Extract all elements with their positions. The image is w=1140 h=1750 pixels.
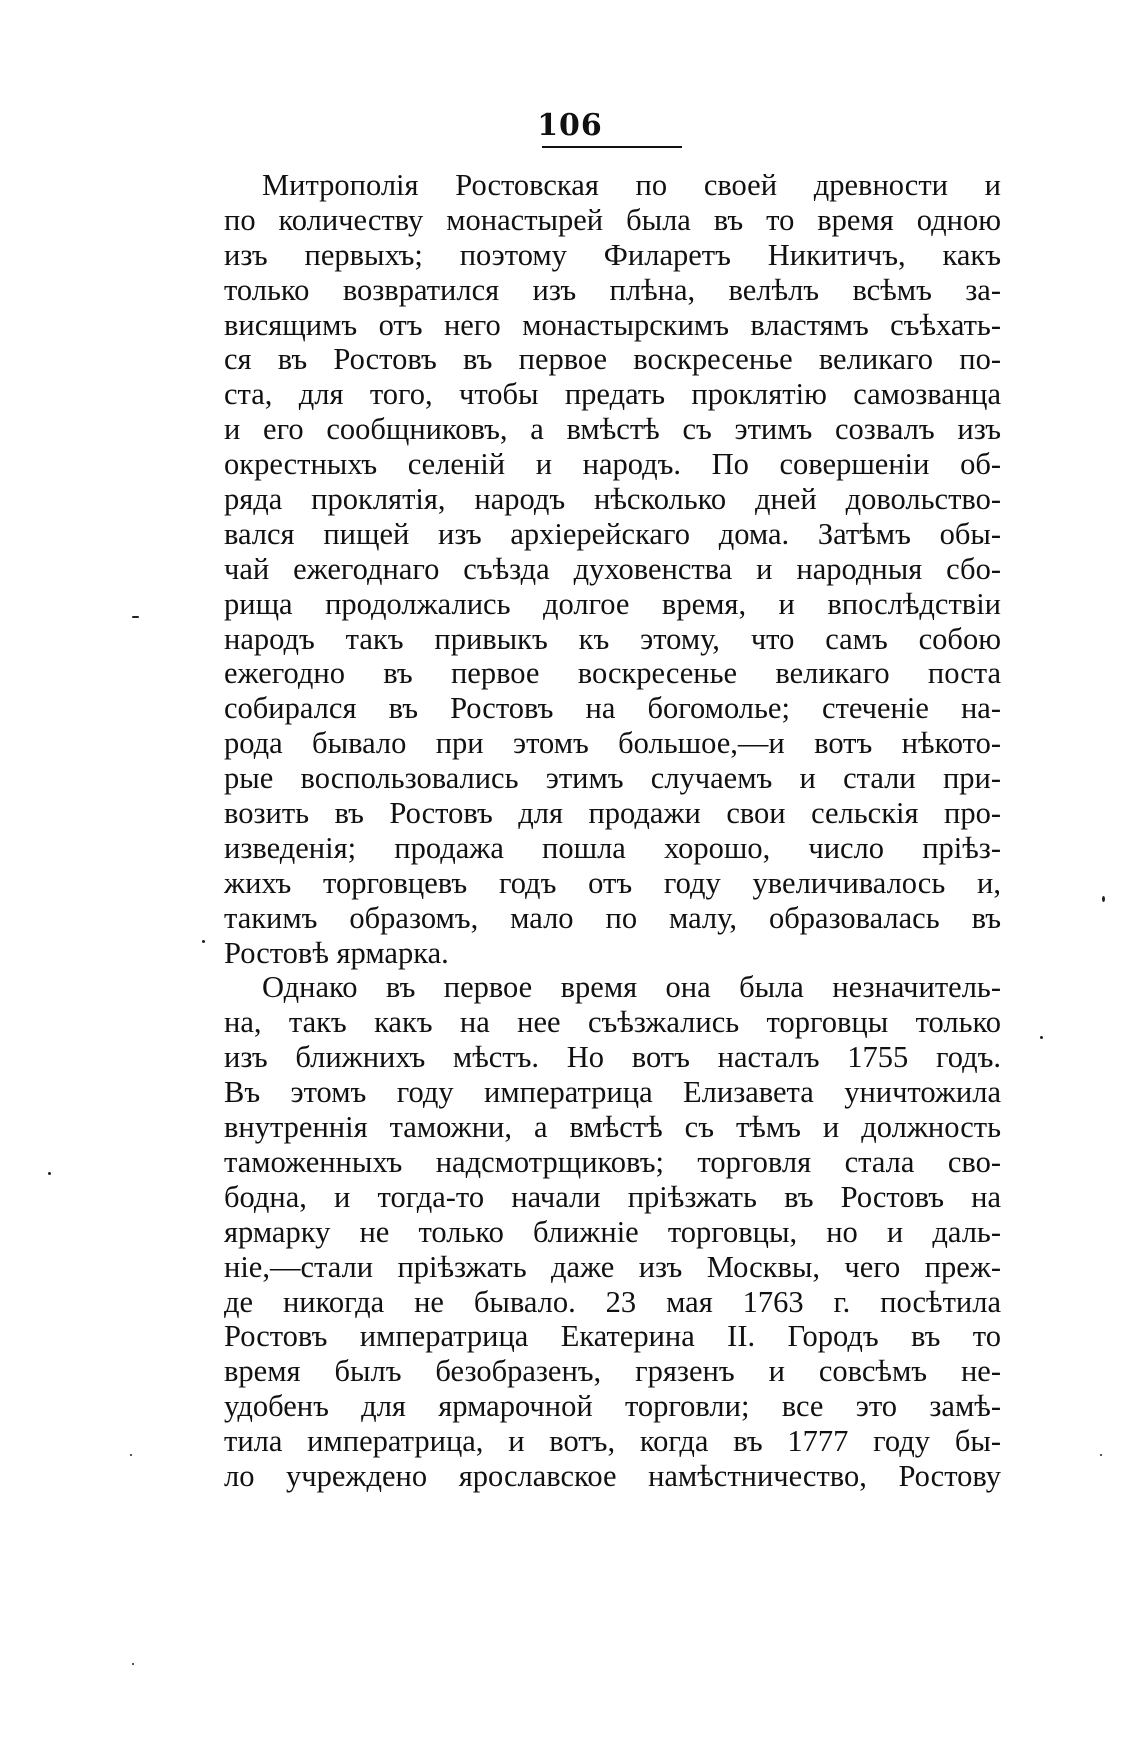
- text-line: тила императрица, и вотъ, когда въ 1777 году бы-: [224, 1424, 1001, 1459]
- body-text: [224, 168, 1001, 1494]
- scan-speck: [202, 940, 205, 943]
- scan-speck: [48, 1172, 51, 1175]
- text-line: вался пищей изъ архіерейскаго дома. Затѣмъ обы-: [224, 516, 1001, 551]
- text-line: ста, для того, чтобы предать проклятію самозванца: [224, 377, 1001, 412]
- paragraph-2: [224, 970, 1001, 1493]
- text-line: время былъ безобразенъ, грязенъ и совсѣмъ не-: [224, 1354, 1001, 1389]
- text-line: ярмарку не только ближніе торговцы, но и даль-: [224, 1214, 1001, 1249]
- scan-speck: [132, 616, 139, 618]
- text-line: только возвратился изъ плѣна, велѣлъ всѣмъ за-: [224, 272, 1001, 307]
- text-line: рые воспользовались этимъ случаемъ и стали при-: [224, 761, 1001, 796]
- text-line: бодна, и тогда-то начали пріѣзжать въ Ростовъ на: [224, 1179, 1001, 1214]
- scan-speck: [1100, 1454, 1102, 1456]
- text-line: Въ этомъ году императрица Елизавета уничтожила: [224, 1075, 1001, 1110]
- scan-speck: [1040, 1036, 1043, 1039]
- scan-speck: [132, 1663, 134, 1665]
- text-line: Ростовѣ ярмарка.: [224, 935, 449, 970]
- text-line: изъ первыхъ; поэтому Филаретъ Никитичъ, какъ: [224, 237, 1001, 272]
- text-line: удобенъ для ярмарочной торговли; все это замѣ-: [224, 1389, 1001, 1424]
- text-line: на, такъ какъ на нее съѣзжались торговцы только: [224, 1005, 1001, 1040]
- text-line: чай ежегоднаго съѣзда духовенства и народныя сбо-: [224, 551, 1001, 586]
- page-number-rule: [542, 146, 682, 148]
- text-line: Митрополія Ростовская по своей древности и: [262, 168, 1001, 202]
- text-line: таможенныхъ надсмотрщиковъ; торговля стала сво-: [224, 1144, 1001, 1179]
- text-line: по количеству монастырей была въ то время одною: [224, 202, 1001, 237]
- text-line: собирался въ Ростовъ на богомолье; стеченіе на-: [224, 691, 1001, 726]
- text-line: ніе,—стали пріѣзжать даже изъ Москвы, чего преж-: [224, 1249, 1001, 1284]
- paragraph-1: [224, 168, 1001, 970]
- text-line: окрестныхъ селеній и народъ. По совершеніи об-: [224, 447, 1001, 482]
- text-line: де никогда не бывало. 23 мая 1763 г. посѣтила: [224, 1284, 1001, 1319]
- scan-speck: [1102, 896, 1105, 902]
- text-line: жихъ торговцевъ годъ отъ году увеличивалось и,: [224, 865, 1001, 900]
- text-line: внутреннія таможни, а вмѣстѣ съ тѣмъ и должность: [224, 1110, 1001, 1145]
- text-line: рища продолжались долгое время, и впослѣдствіи: [224, 586, 1001, 621]
- text-line: Однако въ первое время она была незначитель-: [262, 970, 1001, 1005]
- text-line: висящимъ отъ него монастырскимъ властямъ съѣхать-: [224, 307, 1001, 342]
- text-line: ло учреждено ярославское намѣстничество, Ростову: [224, 1458, 1001, 1493]
- text-line: рода бывало при этомъ большое,—и вотъ нѣкото-: [224, 726, 1001, 761]
- scan-speck: [130, 1454, 132, 1456]
- text-line: ряда проклятія, народъ нѣсколько дней довольство-: [224, 482, 1001, 517]
- text-line: Ростовъ императрица Екатерина II. Городъ въ то: [224, 1319, 1001, 1354]
- text-line: возить въ Ростовъ для продажи свои сельскія про-: [224, 796, 1001, 831]
- text-line: изъ ближнихъ мѣстъ. Но вотъ насталъ 1755 годъ.: [224, 1040, 1001, 1075]
- text-line: изведенія; продажа пошла хорошо, число пріѣз-: [224, 830, 1001, 865]
- text-line: ежегодно въ первое воскресенье великаго поста: [224, 656, 1001, 691]
- text-line: народъ такъ привыкъ къ этому, что самъ собою: [224, 621, 1001, 656]
- text-line: ся въ Ростовъ въ первое воскресенье великаго по-: [224, 342, 1001, 377]
- text-line: и его сообщниковъ, а вмѣстѣ съ этимъ созвалъ изъ: [224, 412, 1001, 447]
- text-line: такимъ образомъ, мало по малу, образовалась въ: [224, 900, 1001, 935]
- page-number: 106: [537, 108, 603, 143]
